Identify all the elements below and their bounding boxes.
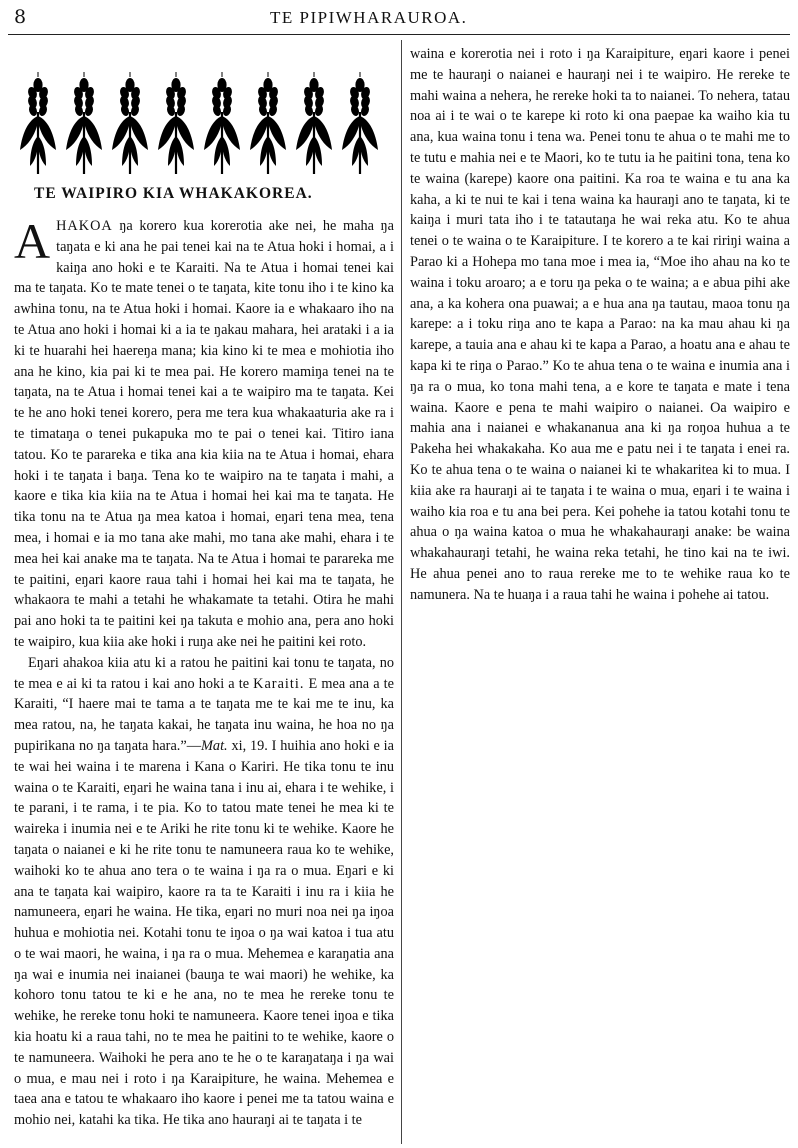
paragraph-2 [14,653,394,1131]
drop-cap: A [14,213,51,269]
article-body-right [410,44,790,606]
article-title: TE WAIPIRO KIA WHAKAKOREA. [34,185,313,202]
lead-caps: HAKOA [56,218,113,234]
paragraph-2-text: Eŋari ahakoa kiia atu ki a ratou he paitini kai tonu te taŋata, no te mea e ai ki ta ratou i kai ano hoki a te [14,654,394,692]
wheat-sheaf-icon [296,72,332,174]
wheat-sheaf-icon [342,72,378,174]
paragraph-2-quote: E mea ana a te Karaiti, “I haere mai te tama a te taŋata me te kai me te inu, ka mea ratou, na, he taŋata kakai, he taŋata inu waina, he hoa no ŋa pupirikana no ŋa taŋata hara.”— [14,675,394,754]
wheat-sheaf-icon [66,72,102,174]
wheat-sheaf-icon [112,72,148,174]
header-rule [8,34,790,35]
running-head: TE PIPIWHARAUROA. [270,8,468,27]
wheat-sheaf-icon [204,72,240,174]
right-column [410,40,790,1144]
scripture-book: Mat. [201,737,228,754]
karaiti-caps: Karaiti. [253,675,305,692]
wheat-sheaf-icon [20,72,56,174]
left-column [14,40,394,1144]
page-number: 8 [14,6,27,28]
paragraph-2-continued: waina e korerotia nei i roto i ŋa Karaipiture, eŋari kaore i penei me te hauraŋi o naianei e hauraŋi nei i te waipiro. He rereke te mahi waina a nehera, he rereke hoki ta to naianei. To nehera, tatau noa ai i te wai o te karepe ki roto ki ona paepae ka waiho kia tu ana, kua waina tonu i tena wa. Penei tonu te ahua o te mahi me to te tutu e mahia nei e te Maori, ko te tutu ia he paitini tona, tena ko te waina (karepe) kaore ona paitini. Ka roa te waina e tu ana ka kaha, a ki te nui te kai i tena waina ka hauraŋi ano te taŋata, ki te kaiŋa i muri tata iho i te tatautaŋa he wai reka atu. Ko te ahua tenei o te waina o te Karaipiture. I te korero a te kai ririŋi waina a Parao ki a Hohepa mo tana moe i mea ia, “Moe iho ahau na ko te waina i toku aroaro; a e toru ŋa peka o te waina; a e abua pihi ake ana, a ka kohera ona puawai; a e hua ana ŋa tautau, maoa tonu ŋa karepe: a i toku riŋa ano te kapa a Parao: na ka mau ahau ki ŋa karepe, a tauia ana e ahau ki te kapa a Parao, a hoatu ana e ahau te kapa ki te riŋa o Parao.” Ko te ahua tena o te waina e inumia ana i ŋa ra o mua, ko tona mahi tena, a e kore te taŋata e mate i tena waina. Kaore e pena te mahi waipiro o naianei. Oa waipiro e mahia ana i naianei e whakananua ana ki ŋa roŋoa huhua a te Pakeha hei whakakaha. Ko aua me e patu nei i te taŋata i enei ra. Ko te ahua tena o te waina o naianei ki te whakaritea ki to mua. I kiia ake ra hauraŋi ai te taŋata i te waina o mua, eŋari i te waina i waiho kia roa e tu ana bei pera. Kei pohehe ia tatou kotahi tonu te ahua o ŋa waina katoa o mua he whakahauraŋi anake: be waina whakahauraŋi tetahi, he waina reka tetahi, he tino kai na te iwi. He ahua penei ano to raua rereke me to te wehike raua ko te namunera. Na te huaŋa i a raua tahi he waina i pohehe ai tatou. [410,46,790,603]
paragraph-1 [14,213,394,653]
wheat-sheaf-icon [158,72,194,174]
wheat-ornament [14,72,394,177]
paragraph-1-text: ŋa korero kua korerotia ake nei, he maha ŋa taŋata e ki ana he pai tenei kai na te Atua hoki i homai, a i kaiŋa ano hoki e te Karaiti. Na te Atua i homai tenei kai ma te taŋata. Ko te mate tenei o te taŋata, kite tonu iho i te kino ka awhina tonu, na te Atua hoki i homai. Kaore ia e whakaaro iho na te Atua ano hoki i homai ki a ia te ŋakau mahara, hei arataki i a ia ki te huarahi hei haereŋa mana; kia kino ki te mea e mohiotia iho ana he kino, kia pai ki te mea pai. He korero mamiŋa tenei na te taŋata, na te Atua i homai tenei kai a te waipiro ma te taŋata. Kei te he ano hoki tenei korero, pera me tera kua whakaaturia ake ra i te timataŋa o tenei pukapuka mo te pai o tenei kai. Titiro iana tatou. Ko te parareka e tika ana kia kiia na te Atua i homai, ehara hoki i te taŋata i baŋa. Tena ko te waipiro na te taŋata i mahi, a kaore e tika kia kiia na te Atua i homai hei kai ma te taŋata. He tika tonu na te Atua ŋa mea katoa i homai, eŋari tena mea, tena mea, i homai e ia mo tana ake mahi, mo tana ake mahi, ehara i te mea hei kai anake ma te taŋata. Na te Atua i homai te parareka me te paitini, eŋari kaore raua tahi i homai hei kai ma te taŋata, he whakaora te mahi a tetahi he whakamate ta tetahi. Otira he mahi pai ano hoki ta te paitini kei ŋa takuta e mohio ana, pera ano hoki te waipiro, kua kiia ake hoki i ruŋa ake nei he paitini kei roto. [14,218,394,650]
paragraph-2-continuation: xi, 19. I huihia ano hoki e ia te wai hei waina i te marena i Kana o Kariri. He tika tonu te inu waina o te Karaiti, eŋari he waina tana i inu ai, ehara i te wehike, i te parani, i te rama, i te pia. Ko to tatou mate tenei he mea ki te waireka i inumia nei e te Ariki he rite tonu ki te wehike. Kaore he taŋata o naianei e ki he rite tonu te namuneera raua ko te wehike, waihoki ko te ahua ano tera o te waina i ŋa ra o mua. Eŋari e ki ana te taŋata kai waipiro, kaore ra ta te Karaiti i inu ra i kiia he namuneera, eŋari he waina. He tika, eŋari no muri noa nei ŋa iŋoa huhua e mohiotia nei. Kotahi tonu te iŋoa o ŋa wai katoa i tua atu o te wai maori, he waina, i ŋa ra o mua. Mehemea e karaŋatia ana ŋa wai e inumia nei inaianei (bauŋa te wai maori) he wehike, ka kohoro tonu tatou te ki e he ana, no te mea he rereke tonu te wehike, he rereke tonu hoki te namuneera. Kaore tenei iŋoa e tika kia hoatu ki a raua tahi, no te mea he paitini to te wehike, kaore o te namuneera. Waihoki he pera ano te he o te karaŋataŋa i ŋa wai o mua, e mau nei i roto i ŋa Karaipiture, he waina. Mehemea e taea ana e tatou te whakaaro iho kaore i penei me ta tatou waina e mohio nei, katahi ka tika. He tika ano hauraŋi ai te taŋata i te [14,737,394,1129]
column-divider [401,40,402,1144]
wheat-row [14,72,394,177]
article-body-left [14,213,394,1131]
wheat-sheaf-icon [250,72,286,174]
